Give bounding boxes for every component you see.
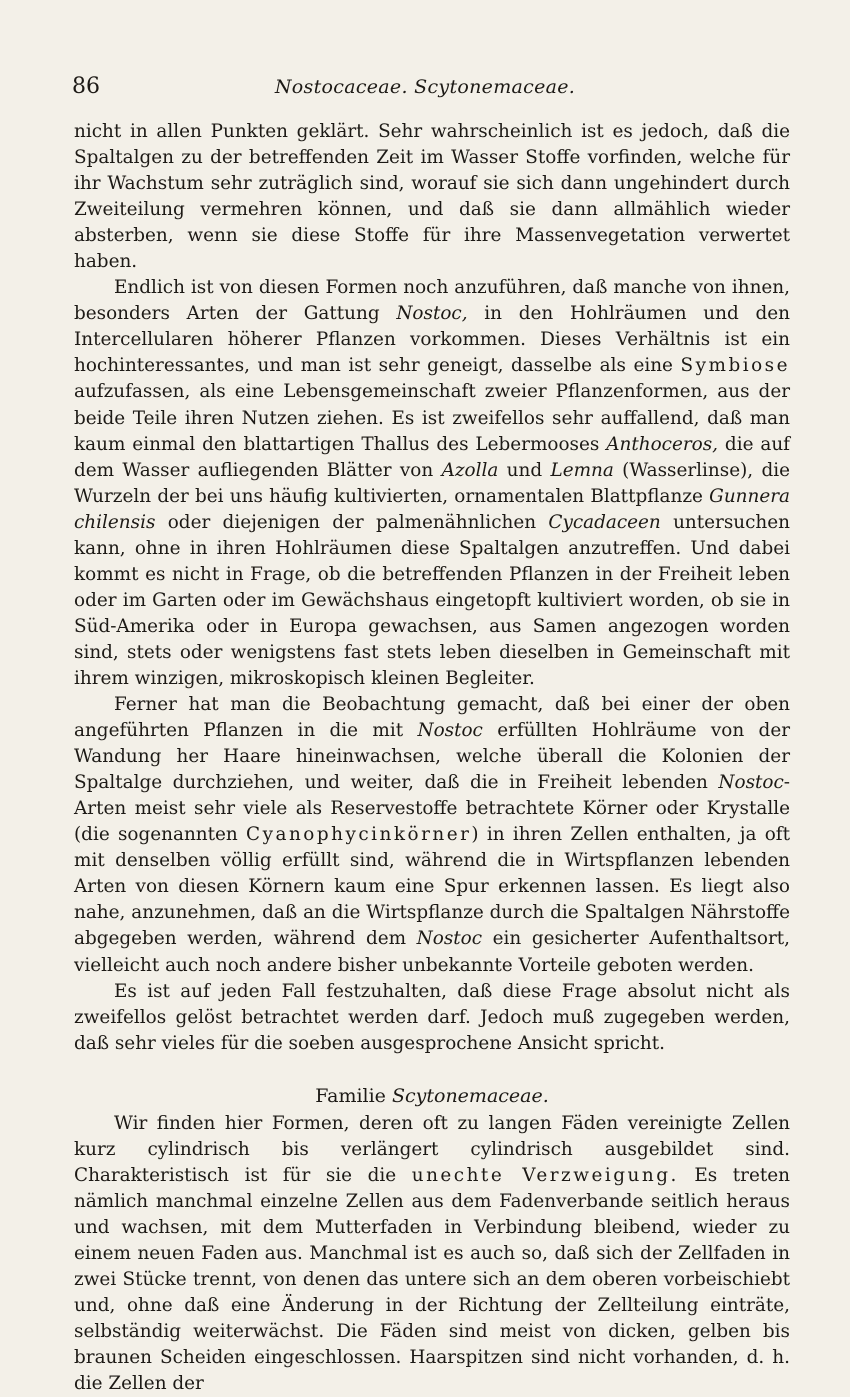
section-heading (74, 1083, 790, 1109)
text-run: -Arten meist sehr viele als Reservestoffe betrachtete Körner oder Krystalle (die sogenannten (74, 772, 790, 846)
text-run: aufzufassen, als eine Lebensgemeinschaft zweier Pflanzenformen, aus der beide Teile ihren Nutzen ziehen. Es ist zweifellos sehr auffallend, daß man kaum einmal den blattartigen Thallus des Lebermooses (74, 381, 790, 455)
paragraphs-after-heading (74, 1111, 790, 1397)
emphasized-term: unechte Verzweigung. (411, 1164, 679, 1186)
running-head-title: Nostocaceae. Scytonemaceae. (274, 76, 576, 98)
latin-term: Nostoc (417, 720, 483, 742)
paragraph-p5 (74, 1111, 790, 1397)
body-text (74, 119, 790, 1397)
latin-term: Azolla (441, 459, 499, 481)
emphasized-term: Symbiose (680, 355, 790, 377)
text-run: Endlich ist von diesen Formen noch anzuführen, daß manche von ihnen, besonders Arten der Gattung (74, 277, 790, 325)
latin-term: Lemna (550, 459, 614, 481)
text-run: Ferner hat man die Beobachtung gemacht, daß bei einer der oben angeführten Pflanzen in die mit (74, 694, 790, 742)
paragraph-p4 (74, 979, 790, 1057)
text-run: untersuchen kann, ohne in ihren Hohlräumen diese Spaltalgen anzutreffen. Und dabei kommt es nicht in Frage, ob die betreffenden Pflanzen in der Freiheit leben oder im Garten oder im Gewächshaus eingetopft kultiviert worden, ob sie in Süd-Amerika oder in Europa gewachsen, aus Samen angezogen worden sind, stets oder wenigstens fast stets leben dieselben in Gemeinschaft mit ihrem winzigen, mikroskopisch kleinen Begleiter. (74, 511, 790, 689)
latin-term: Nostoc (416, 928, 483, 950)
text-run: Wir finden hier Formen, deren oft zu langen Fäden vereinigte Zellen kurz cylindrisch bis verlängert cylindrisch ausgebildet sind. Charakteristisch ist für sie die (74, 1112, 790, 1186)
text-run: oder diejenigen der palmenähnlichen (155, 511, 549, 533)
paragraph-p2 (74, 275, 790, 692)
text-run: die auf dem Wasser aufliegenden Blätter von (74, 433, 790, 481)
text-run: Es ist auf jeden Fall festzuhalten, daß diese Frage absolut nicht als zweifellos gelöst betrachtet werden darf. Jedoch muß zugegeben werden, daß sehr vieles für die soeben ausgesprochene Ansicht spricht. (74, 980, 790, 1054)
paragraphs-before-heading (74, 119, 790, 1057)
text-run: erfüllten Hohlräume von der Wandung her Haare hineinwachsen, welche überall die Kolonien der Spaltalge durchziehen, und weiter, daß die in Freiheit lebenden (74, 720, 790, 794)
text-run: ein gesicherter Aufenthaltsort, vielleicht auch noch andere bisher unbekannte Vorteile geboten werden. (74, 928, 790, 976)
text-run: und (498, 459, 551, 481)
section-heading-label: Familie (315, 1084, 386, 1107)
text-run: ) in ihren Zellen enthalten, ja oft mit denselben völlig erfüllt sind, während die in Wirtspflanzen lebenden Arten von diesen Körnern kaum eine Spur erkennen lassen. Es liegt also nahe, anzunehmen, daß an die Wirtspflanze durch die Spaltalgen Nährstoffe abgegeben werden, während dem (74, 824, 790, 950)
latin-term: Nostoc (718, 772, 784, 794)
text-run: Es treten nämlich manchmal einzelne Zellen aus dem Fadenverbande seitlich heraus und wachsen, mit dem Mutterfaden in Verbindung bleibend, wieder zu einem neuen Faden aus. Manchmal ist es auch so, daß sich der Zellfaden in zwei Stücke trennt, von denen das untere sich an dem oberen vorbeischiebt und, ohne daß eine Änderung in der Richtung der Zellteilung einträte, selbständig weiterwächst. Die Fäden sind meist von dicken, gelben bis braunen Scheiden eingeschlossen. Haarspitzen sind nicht vorhanden, d. h. die Zellen der (74, 1164, 790, 1395)
page-number: 86 (72, 74, 100, 99)
text-run: in den Hohlräumen und den Intercellularen höherer Pflanzen vorkommen. Dieses Verhältnis ist ein hochinteressantes, und man ist sehr geneigt, dasselbe als eine (74, 303, 790, 377)
latin-term: Anthoceros, (606, 433, 718, 455)
text-run: nicht in allen Punkten geklärt. Sehr wahrscheinlich ist es jedoch, daß die Spaltalgen zu der betreffenden Zeit im Wasser Stoffe vorfinden, welche für ihr Wachstum sehr zuträglich sind, worauf sie sich dann ungehindert durch Zweiteilung vermehren können, und daß sie dann allmählich wieder absterben, wenn sie diese Stoffe für ihre Massenvegetation verwertet haben. (74, 121, 790, 273)
latin-term: Gunnera chilensis (74, 485, 790, 533)
text-run: (Wasserlinse), die Wurzeln der bei uns häufig kultivierten, ornamentalen Blattpflanze (74, 459, 790, 507)
section-heading-name: Scytonemaceae. (391, 1084, 549, 1107)
latin-term: Cycadaceen (548, 511, 661, 533)
emphasized-term: Cyanophycinkörner (246, 824, 472, 846)
latin-term: Nostoc, (396, 303, 468, 325)
paragraph-p1 (74, 119, 790, 275)
paragraph-p3 (74, 692, 790, 979)
running-head (72, 74, 778, 104)
